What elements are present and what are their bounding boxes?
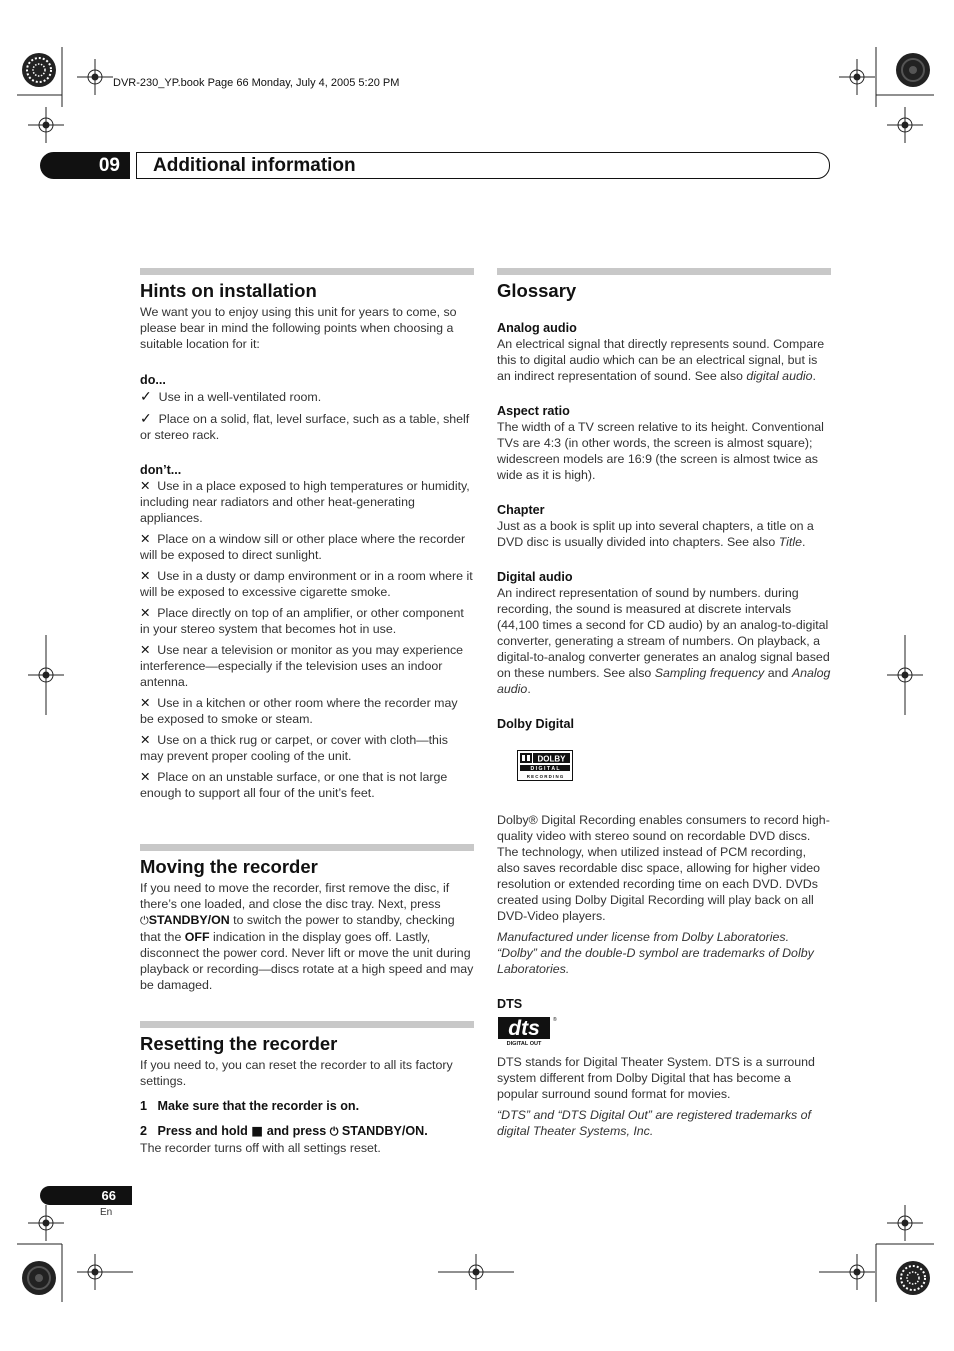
def-digital-audio: An indirect representation of sound by numbers. during recording, the sound is measured at discrete intervals (44,100 times a second for CD audio) by an analog-to-digital converter, generating a stream of numbers. On playback, a digital-to-analog converter generates an analog signal based on these numbers. See also Sampling frequency and Analog audio. [497, 586, 831, 696]
reset-result: The recorder turns off with all settings reset. [140, 1141, 381, 1155]
language-label: En [100, 1207, 113, 1218]
dont-item: ✕ Use on a thick rug or carpet, or cover with cloth—this may prevent proper cooling of the unit. [140, 733, 448, 763]
reset-step-1: 1 Make sure that the recorder is on. [140, 1099, 360, 1113]
cross-icon: ✕ [140, 479, 151, 493]
dolby-logo-recording: R E C O R D I N G [526, 774, 564, 779]
dolby-logo-graphic [517, 750, 575, 784]
book-info-line: DVR-230_YP.book Page 66 Monday, July 4, 2005 5:20 PM [113, 77, 400, 89]
power-icon: ⏻ [329, 1125, 339, 1138]
dont-item: ✕ Use in a place exposed to high temperatures or humidity, including near radiators and other heat-generating appliances. [140, 479, 470, 525]
stop-icon: ■ [251, 1123, 264, 1138]
power-icon: ⏻ [140, 914, 149, 927]
check-icon: ✓ [140, 388, 152, 404]
dts-trademark-note: “DTS” and “DTS Digital Out” are registered trademarks of digital Theater Systems, Inc. [497, 1108, 811, 1138]
hints-intro: We want you to enjoy using this unit for years to come, so please bear in mind the following points when choosing a suitable location for it: [140, 305, 457, 351]
term-dolby-digital: Dolby Digital [497, 717, 574, 731]
term-chapter: Chapter [497, 503, 545, 517]
cross-icon: ✕ [140, 532, 151, 546]
dont-item: ✕ Place on an unstable surface, or one that is not large enough to support all four of the unit’s feet. [140, 770, 448, 800]
dolby-logo-digital: D I G I T A L [530, 766, 560, 773]
do-item: ✓ Use in a well-ventilated room. [140, 388, 322, 404]
moving-title: Moving the recorder [140, 844, 474, 878]
def-chapter: Just as a book is split up into several chapters, a title on a DVD disc is usually divided into chapters. See also Title. [497, 519, 814, 549]
cross-icon: ✕ [140, 733, 151, 747]
dont-item: ✕ Place on a window sill or other place where the recorder will be exposed to direct sunlight. [140, 532, 466, 562]
glossary-title: Glossary [497, 268, 831, 302]
check-icon: ✓ [140, 410, 152, 426]
cross-icon: ✕ [140, 770, 151, 784]
dont-item: ✕ Use near a television or monitor as you may experience interference—especially if the television uses an indoor antenna. [140, 643, 464, 689]
chapter-header [40, 152, 830, 179]
dts-logo-sub: DIGITAL OUT [506, 1041, 542, 1047]
term-dts: DTS [497, 997, 523, 1011]
moving-section [140, 844, 474, 993]
dts-logo-reg: ® [553, 1017, 557, 1023]
cross-icon: ✕ [140, 696, 151, 710]
term-aspect-ratio: Aspect ratio [497, 404, 570, 418]
def-dolby-digital: Dolby® Digital Recording enables consumers to record high-quality video with stereo sound on recordable DVD discs. The technology, when utilized instead of PCM recording, also saves recordable disc space, allowing for higher video resolution or extended recording time on each DVD. DVDs created using Dolby Digital Recording will play back on all DVD-Video players. [497, 813, 830, 923]
cross-icon: ✕ [140, 606, 151, 620]
def-dts: DTS stands for Digital Theater System. DTS is a surround system different from Dolby Digital that has become a popular surround sound format for movies. [497, 1055, 815, 1101]
dts-logo-graphic [497, 1014, 557, 1048]
chapter-title: Additional information [136, 152, 830, 179]
page-number: 66 [40, 1186, 132, 1205]
hints-title: Hints on installation [140, 268, 474, 302]
dont-heading: don’t... [140, 463, 182, 477]
resetting-intro: If you need to, you can reset the recorder to all its factory settings. [140, 1058, 453, 1088]
cross-icon: ✕ [140, 643, 151, 657]
chapter-number: 09 [40, 152, 130, 179]
term-analog-audio: Analog audio [497, 321, 577, 335]
dolby-logo [497, 742, 831, 800]
def-analog-audio: An electrical signal that directly represents sound. Compare this to digital audio which can be an electrical signal, but is an indirect representation of sound. See also digital audio. [497, 337, 825, 383]
term-digital-audio: Digital audio [497, 570, 573, 584]
glossary-section [497, 268, 831, 1139]
moving-text: If you need to move the recorder, first remove the disc, if there’s one loaded, and close the disc tray. Next, press ⏻STANDBY/ON to switch the power to standby, checking that the OFF indication in the display goes off. Lastly, disconnect the power cord. Never lift or move the unit during playback or recording—discs rotate at a high speed and may be damaged. [140, 881, 474, 992]
do-heading: do... [140, 373, 166, 387]
def-aspect-ratio: The width of a TV screen relative to its height. Conventional TVs are 4:3 (in other words, the screen is almost square); widescreen models are 16:9 (the screen is almost twice as wide as it is high). [497, 420, 824, 482]
dolby-logo-word: DOLBY [537, 754, 566, 764]
resetting-title: Resetting the recorder [140, 1021, 474, 1055]
dts-logo-word: dts [508, 1017, 540, 1040]
dont-item: ✕ Use in a kitchen or other room where the recorder may be exposed to smoke or steam. [140, 696, 458, 726]
reset-step-2: 2 Press and hold ■ and press ⏻ STANDBY/ON. [140, 1123, 428, 1138]
dont-item: ✕ Place directly on top of an amplifier, or other component in your stereo system that becomes hot in use. [140, 606, 464, 636]
dont-item: ✕ Use in a dusty or damp environment or in a room where it will be exposed to excessive cigarette smoke. [140, 569, 473, 599]
dolby-trademark-note: Manufactured under license from Dolby Laboratories. “Dolby” and the double-D symbol are trademarks of Dolby Laboratories. [497, 930, 814, 976]
resetting-section [140, 1021, 474, 1156]
hints-section [140, 268, 474, 801]
cross-icon: ✕ [140, 569, 151, 583]
dts-logo [497, 1014, 831, 1048]
do-item: ✓ Place on a solid, flat, level surface, such as a table, shelf or stereo rack. [140, 410, 470, 442]
